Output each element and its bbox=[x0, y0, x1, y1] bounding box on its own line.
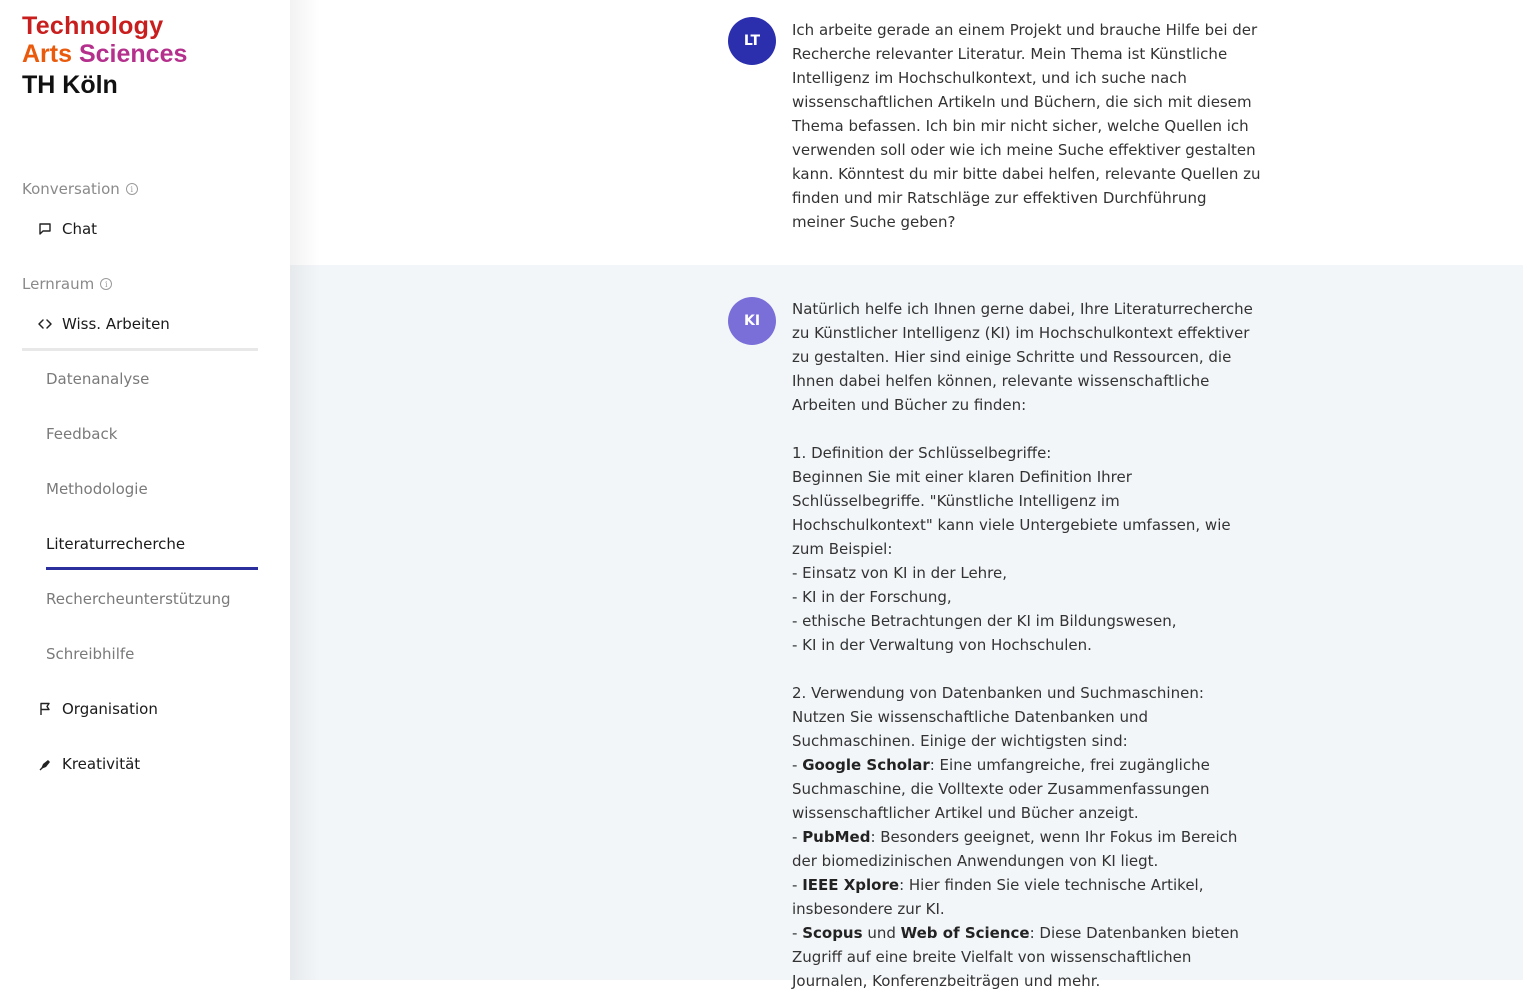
sub-item-literaturrecherche[interactable]: Literaturrecherche bbox=[46, 535, 186, 553]
logo-line-th-koeln: TH Köln bbox=[22, 71, 118, 99]
logo-sciences: Sciences bbox=[78, 40, 188, 68]
nav-item-chat-label: Chat bbox=[62, 220, 98, 238]
nav-divider bbox=[22, 348, 258, 351]
section-konversation-text: Konversation bbox=[22, 180, 120, 198]
logo-line-technology: Technology bbox=[22, 12, 164, 40]
nav-item-kreativitaet[interactable] bbox=[38, 755, 140, 773]
db-and: und bbox=[862, 924, 901, 942]
section-label-konversation bbox=[22, 180, 138, 198]
ai-message-text: Natürlich helfe ich Ihnen gerne dabei, Ihre Literaturrecherche zu Künstlicher Intelligenz (KI) im Hochschulkontext effektiver zu gestalten. Hier sind einige Schritte und Ressourcen, die Ihnen dabei helfen können, relevante wissenschaftliche Arbeiten und Bücher zu finden: 1. Definition der Schlüsselbegriffe: Beginnen Sie mit einer klaren Definition Ihrer Schlüsselbegriffe. "Künstliche Intelligenz im Hochschulkontext" kann viele Untergebiete umfassen, wie zum Beispiel: - Einsatz von KI in der Lehre, - KI in der Forschung, - ethische Betrachtungen der KI im Bildungswesen, - KI in der Verwaltung von Hochschulen. 2. Verwendung von Datenbanken und Suchmaschinen: Nutzen Sie wissenschaftliche Datenbanken und Suchmaschinen. Einige der wichtigsten sind: - Google Scholar: Eine umfangreiche, frei zugängliche Suchmaschine, die Volltexte oder Zusammenfassungen wissenschaftlicher Artikel und Bücher anzeigt. - PubMed: Besonders geeignet, wenn Ihr Fokus im Bereich der biomedizinischen Anwendungen von KI liegt. - IEEE Xplore: Hier finden Sie viele technische Artikel, insbesondere zur KI. - Scopus und Web of Science: Diese Datenbanken bieten Zugriff auf eine breite Vielfalt von wissenschaftlichen Journalen, Konferenzbeiträgen und mehr. bbox=[792, 300, 1258, 990]
nav-item-kreativitaet-label: Kreativität bbox=[62, 755, 141, 773]
section-lernraum-text: Lernraum bbox=[22, 275, 95, 293]
ai-avatar: KI bbox=[728, 297, 776, 345]
sub-item-datenanalyse[interactable]: Datenanalyse bbox=[46, 370, 150, 388]
nav-item-wiss-label: Wiss. Arbeiten bbox=[62, 315, 170, 333]
db-web-of-science: Web of Science bbox=[900, 924, 1030, 942]
list-item: - KI in der Verwaltung von Hochschulen. bbox=[792, 636, 1092, 654]
step2-title: 2. Verwendung von Datenbanken und Suchmaschinen: bbox=[792, 684, 1204, 702]
chat-area bbox=[290, 0, 1523, 990]
db-ieee-xplore: IEEE Xplore bbox=[802, 876, 900, 894]
ai-message bbox=[290, 265, 1523, 990]
user-message bbox=[290, 0, 1523, 265]
list-item: - ethische Betrachtungen der KI im Bildungswesen, bbox=[792, 612, 1177, 630]
list-item: - Einsatz von KI in der Lehre, bbox=[792, 564, 1008, 582]
user-avatar: LT bbox=[728, 17, 776, 65]
code-brackets-icon bbox=[38, 318, 52, 330]
db-pubmed-desc: : Besonders geeignet, wenn Ihr Fokus im Bereich der biomedizinischen Anwendungen von KI liegt. bbox=[792, 828, 1243, 870]
flag-icon bbox=[38, 702, 52, 716]
active-indicator bbox=[46, 567, 258, 570]
nav-item-chat[interactable] bbox=[38, 220, 97, 238]
step2-text: Nutzen Sie wissenschaftliche Datenbanken und Suchmaschinen. Einige der wichtigsten sind: bbox=[792, 708, 1153, 750]
info-icon[interactable]: i bbox=[100, 278, 112, 290]
sub-item-rechercheunterstuetzung[interactable]: Rechercheunterstützung bbox=[46, 590, 231, 608]
logo-line-arts-sciences bbox=[22, 42, 187, 72]
sub-item-feedback[interactable]: Feedback bbox=[46, 425, 118, 443]
list-item: - KI in der Forschung, bbox=[792, 588, 952, 606]
th-koeln-logo[interactable] bbox=[22, 14, 187, 103]
db-scopus-wos-desc: : Diese Datenbanken bieten Zugriff auf eine breite Vielfalt von wissenschaftlichen Journalen, Konferenzbeiträgen und mehr. bbox=[792, 924, 1244, 990]
ai-intro: Natürlich helfe ich Ihnen gerne dabei, Ihre Literaturrecherche zu Künstlicher Intelligenz (KI) im Hochschulkontext effektiver zu gestalten. Hier sind einige Schritte und Ressourcen, die Ihnen dabei helfen können, relevante wissenschaftliche Arbeiten und Bücher zu finden: bbox=[792, 300, 1258, 414]
db-ieee-desc: : Hier finden Sie viele technische Artikel, insbesondere zur KI. bbox=[792, 876, 1209, 918]
info-icon[interactable]: i bbox=[126, 183, 138, 195]
pen-nib-icon bbox=[38, 758, 52, 771]
nav-item-organisation-label: Organisation bbox=[62, 700, 158, 718]
section-label-lernraum bbox=[22, 275, 112, 293]
nav-item-wiss-arbeiten[interactable] bbox=[38, 315, 170, 333]
sub-item-schreibhilfe[interactable]: Schreibhilfe bbox=[46, 645, 135, 663]
db-scopus: Scopus bbox=[802, 924, 863, 942]
chat-bubble-icon bbox=[38, 222, 52, 236]
nav-item-organisation[interactable] bbox=[38, 700, 158, 718]
db-google-scholar: Google Scholar bbox=[802, 756, 930, 774]
sidebar bbox=[0, 0, 290, 980]
db-google-scholar-desc: : Eine umfangreiche, frei zugängliche Suchmaschine, die Volltexte oder Zusammenfassungen wissenschaftlicher Artikel und Bücher anzeigt. bbox=[792, 756, 1215, 822]
step1-title: 1. Definition der Schlüsselbegriffe: bbox=[792, 444, 1052, 462]
user-message-text: Ich arbeite gerade an einem Projekt und brauche Hilfe bei der Recherche relevanter Literatur. Mein Thema ist Künstliche Intelligenz im Hochschulkontext, und ich suche nach wissenschaftlichen Artikeln und Büchern, die sich mit diesem Thema befassen. Ich bin mir nicht sicher, welche Quellen ich verwenden soll oder wie ich meine Suche effektiver gestalten kann. Könntest du mir bitte dabei helfen, relevante Quellen zu finden und mir Ratschläge zur effektiven Durchführung meiner Suche geben? bbox=[792, 21, 1266, 231]
logo-arts: Arts bbox=[22, 40, 73, 68]
sub-item-methodologie[interactable]: Methodologie bbox=[46, 480, 148, 498]
step1-text: Beginnen Sie mit einer klaren Definition Ihrer Schlüsselbegriffe. "Künstliche Intelligenz im Hochschulkontext" kann viele Untergebiete umfassen, wie zum Beispiel: bbox=[792, 468, 1236, 558]
db-pubmed: PubMed bbox=[802, 828, 871, 846]
